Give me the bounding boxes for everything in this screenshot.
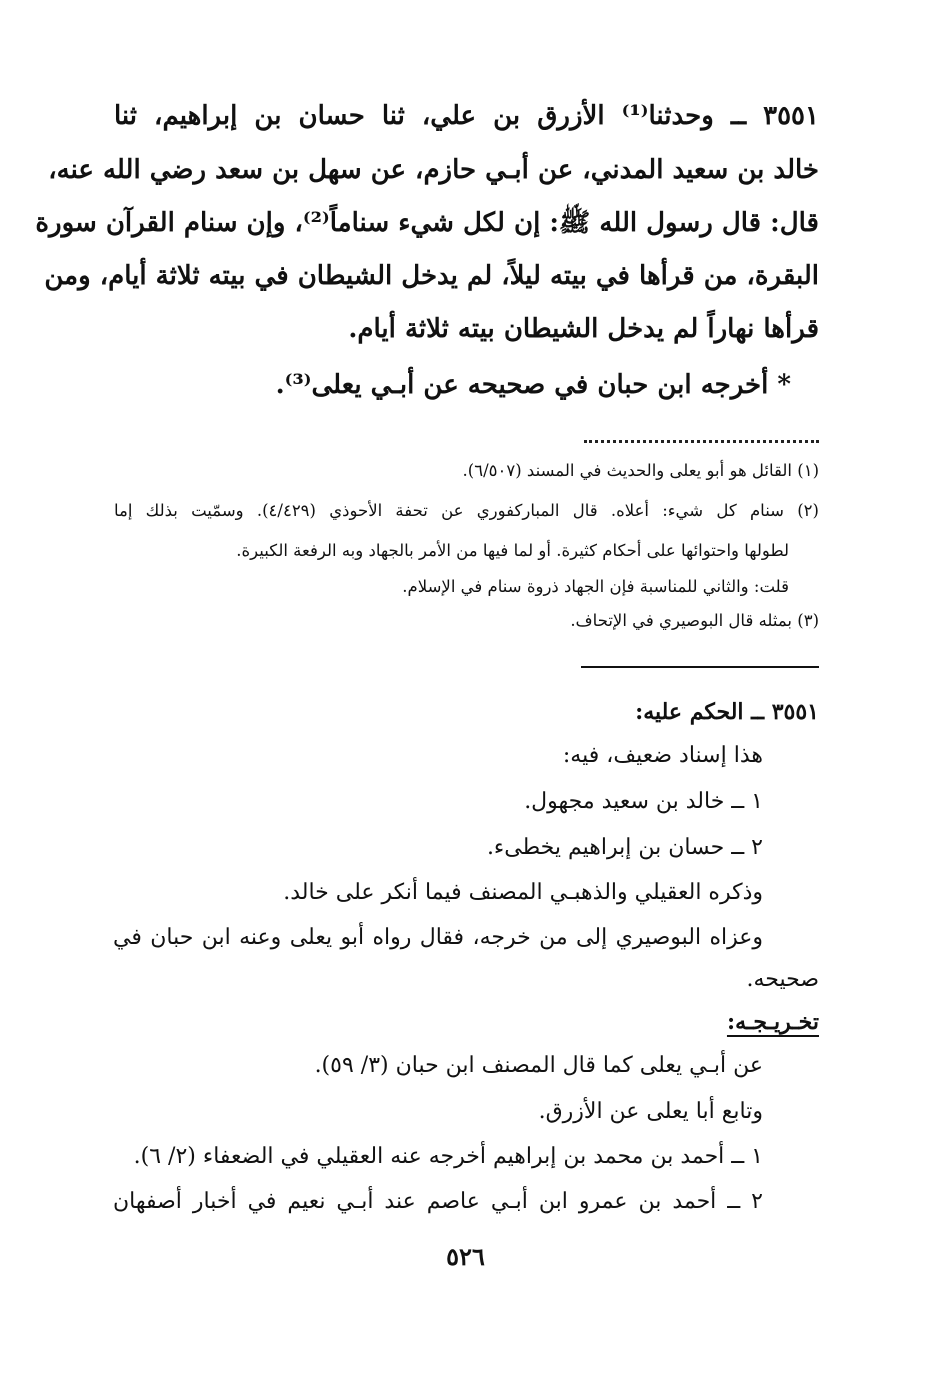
footnote-1: (١) القائل هو أبو يعلى والحديث في المسند (٦/٥٠٧). (462, 461, 819, 480)
hadith-line-2: خالد بن سعيد المدني، عن أبـي حازم، عن سهل بن سعد رضي الله عنه، (48, 155, 819, 185)
takhrij-line-3: ١ ــ أحمد بن محمد بن إبراهيم أخرجه عنه العقيلي في الضعفاء (٢/ ٦). (133, 1144, 763, 1169)
hadith-line-4: البقرة، من قرأها في بيته ليلاً، لم يدخل الشيطان في بيته ثلاثة أيام، ومن (44, 261, 819, 291)
takhrij-line-4: ٢ ــ أحمد بن عمرو ابن أبـي عاصم عند أبـي نعيم في أخبار أصفهان (113, 1189, 763, 1214)
ruling-item-2: ٢ ــ حسان بن إبراهيم يخطىء. (486, 835, 763, 860)
ruling-paragraph-2-line-2: صحيحه. (746, 967, 819, 992)
hadith-line-1: ٣٥٥١ ــ وحدثنا⁽¹⁾ الأزرق بن علي، ثنا حسان بن إبراهيم، ثنا (114, 101, 819, 131)
page-number: ٥٢٦ (446, 1242, 485, 1271)
takhrij-line-2: وتابع أبا يعلى عن الأزرق. (538, 1099, 763, 1124)
ruling-item-1: ١ ــ خالد بن سعيد مجهول. (524, 789, 763, 814)
footnote-2-line-1: (٢) سنام كل شيء: أعلاه. قال المباركفوري عن تحفة الأحوذي (٤/٤٢٩). وسمّيت بذلك إما (114, 501, 819, 520)
footnote-2-line-3: قلت: والثاني للمناسبة فإن الجهاد ذروة سنام في الإسلام. (402, 577, 789, 596)
ruling-intro: هذا إسناد ضعيف، فيه: (562, 743, 763, 768)
hadith-line-5: قرأها نهاراً لم يدخل الشيطان بيته ثلاثة أيام. (348, 314, 819, 344)
takhrij-line-1: عن أبـي يعلى كما قال المصنف ابن حبان (٣/ ٥٩). (314, 1053, 763, 1078)
ruling-heading: ٣٥٥١ ــ الحكم عليه: (635, 699, 819, 725)
footnote-3: (٣) بمثله قال البوصيري في الإتحاف. (570, 611, 819, 630)
takhrij-heading (114, 1002, 819, 1042)
ruling-paragraph-1: وذكره العقيلي والذهبـي المصنف فيما أنكر على خالد. (283, 880, 763, 905)
ruling-paragraph-2-line-1: وعزاه البوصيري إلى من خرجه، فقال رواه أبو يعلى وعنه ابن حبان في (113, 925, 763, 950)
takhrij-heading-text: تخـريـجـه: (726, 1009, 819, 1035)
footnote-2-line-2: لطولها واحتوائها على أحكام كثيرة. أو لما فيها من الأمر بالجهاد وبه الرفعة الكبيرة. (236, 541, 789, 560)
hadith-line-3: قال: قال رسول الله ﷺ: إن لكل شيء سناماً⁽²⁾، وإن سنام القرآن سورة (35, 208, 819, 238)
takhrij-note: * أخرجه ابن حبان في صحيحه عن أبـي يعلى⁽³⁾. (275, 370, 791, 400)
section-rule (581, 666, 819, 668)
footnote-separator (584, 428, 819, 443)
